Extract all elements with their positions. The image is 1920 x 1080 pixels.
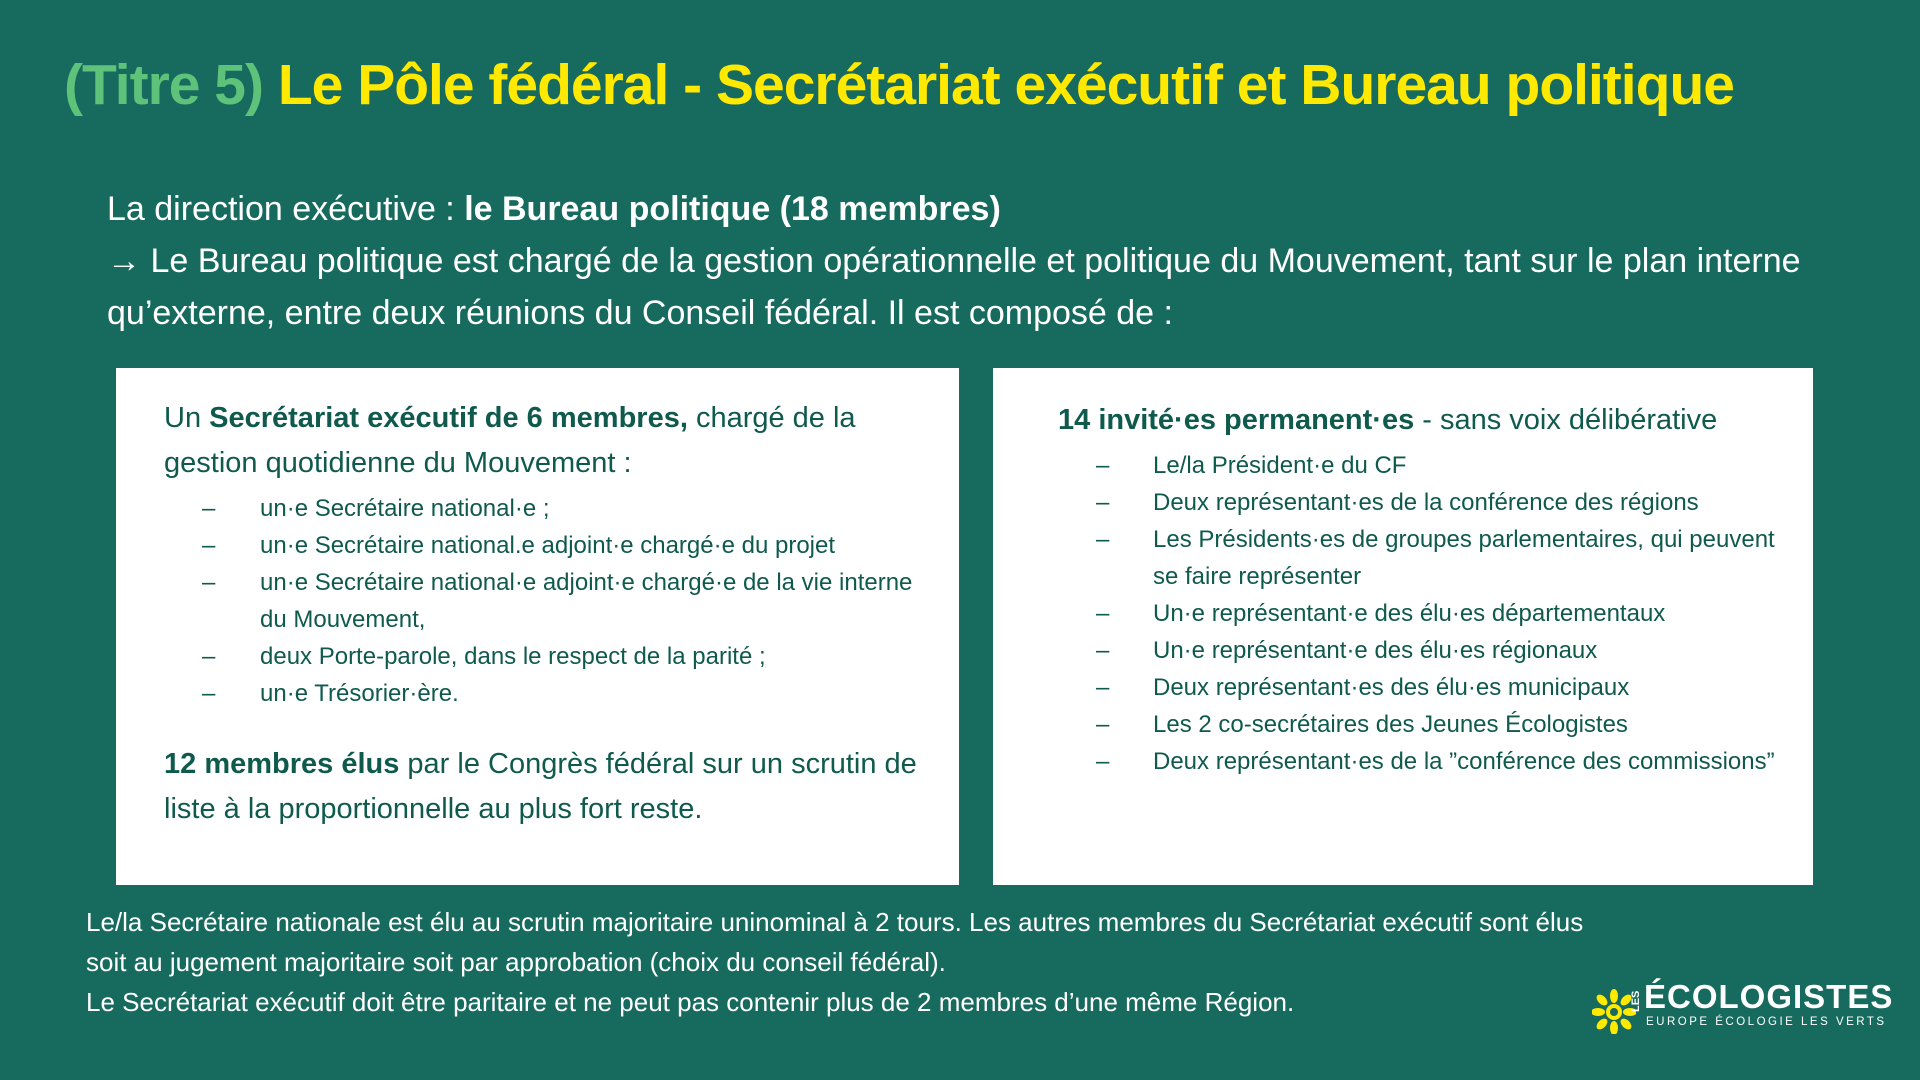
dash-bullet: – (202, 680, 216, 707)
logo-brand: ÉCOLOGISTES (1644, 978, 1894, 1015)
guest-item-text: Deux représentant·es des élu·es municipaux (1153, 674, 1630, 701)
intro-text (107, 183, 1827, 339)
dash-bullet: – (1096, 600, 1110, 627)
guests-list (1058, 447, 1783, 780)
guest-item (1058, 706, 1783, 743)
secretariat-member-item-text: deux Porte-parole, dans le respect de la parité ; (260, 643, 766, 670)
guests-lead-bold: 14 invité·es permanent·es (1058, 404, 1415, 436)
dash-bullet: – (1096, 637, 1110, 664)
guest-item-text: Deux représentant·es de la ”conférence des commissions” (1153, 748, 1775, 775)
dash-bullet: – (1096, 748, 1110, 775)
title-tag: (Titre 5) (64, 53, 263, 117)
secretariat-member-item (164, 564, 919, 638)
intro-prefix: La direction exécutive : (107, 190, 465, 228)
guest-item-text: Les 2 co-secrétaires des Jeunes Écologistes (1153, 711, 1628, 738)
logo-les: LES (1630, 990, 1642, 1012)
intro-line-2: → Le Bureau politique est chargé de la gestion opérationnelle et politique du Mouvement, tant sur le plan interne qu’externe, entre deux réunions du Conseil fédéral. Il est composé de : (107, 242, 1801, 332)
title-main: Le Pôle fédéral - Secrétariat exécutif et Bureau politique (277, 53, 1734, 117)
permanent-guests-card (993, 368, 1813, 885)
guest-item (1058, 447, 1783, 484)
intro-bold: le Bureau politique (18 membres) (464, 190, 1001, 228)
dash-bullet: – (1096, 452, 1110, 479)
dash-bullet: – (1096, 674, 1110, 701)
footer-line-2: Le Secrétariat exécutif doit être paritaire et ne peut pas contenir plus de 2 membres d’une même Région. (86, 987, 1295, 1017)
secretariat-member-item (164, 638, 919, 675)
guest-item (1058, 743, 1783, 780)
secretariat-member-item (164, 675, 919, 712)
secretariat-member-item (164, 490, 919, 527)
executive-secretariat-card (116, 368, 959, 885)
elected-members-bold: 12 membres élus (164, 748, 400, 780)
footer-line-1: Le/la Secrétaire nationale est élu au scrutin majoritaire uninominal à 2 tours. Les autres membres du Secrétariat exécutif sont élus soit au jugement majoritaire soit par approbation (choix du conseil fédéral). (86, 907, 1584, 977)
secretariat-lead-suffix: chargé de la gestion quotidienne du Mouvement : (164, 402, 856, 479)
guest-item (1058, 484, 1783, 521)
dash-bullet: – (1096, 711, 1110, 738)
secretariat-lead-prefix: Un (164, 402, 210, 434)
dash-bullet: – (202, 569, 216, 596)
guest-item-text: Le/la Président·e du CF (1153, 452, 1407, 479)
secretariat-member-list (164, 490, 919, 712)
guest-item-text: Les Présidents·es de groupes parlementaires, qui peuvent se faire représenter (1153, 526, 1775, 590)
dash-bullet: – (202, 643, 216, 670)
les-ecologistes-logo (1592, 978, 1894, 1038)
guests-lead (1058, 398, 1783, 443)
secretariat-member-item-text: un·e Secrétaire national·e adjoint·e chargé·e de la vie interne du Mouvement, (260, 569, 913, 633)
dash-bullet: – (1096, 489, 1110, 516)
secretariat-lead (164, 396, 919, 486)
guest-item-text: Un·e représentant·e des élu·es régionaux (1153, 637, 1598, 664)
secretariat-member-item-text: un·e Secrétaire national·e ; (260, 495, 550, 522)
logo-subtitle: EUROPE ÉCOLOGIE LES VERTS (1646, 1016, 1887, 1028)
guest-item-text: Un·e représentant·e des élu·es départementaux (1153, 600, 1666, 627)
guest-item (1058, 669, 1783, 706)
elected-members-text (164, 742, 919, 832)
footer-note (86, 902, 1586, 1022)
guests-lead-suffix: - sans voix délibérative (1414, 404, 1718, 436)
page-title (64, 52, 1864, 118)
secretariat-lead-bold: Secrétariat exécutif de 6 membres, (209, 402, 688, 434)
guest-item (1058, 595, 1783, 632)
secretariat-member-item-text: un·e Trésorier·ère. (260, 680, 459, 707)
secretariat-member-item-text: un·e Secrétaire national.e adjoint·e chargé·e du projet (260, 532, 836, 559)
dash-bullet: – (202, 495, 216, 522)
elected-members-suffix: par le Congrès fédéral sur un scrutin de liste à la proportionnelle au plus fort reste. (164, 748, 917, 825)
dash-bullet: – (202, 532, 216, 559)
guest-item-text: Deux représentant·es de la conférence des régions (1153, 489, 1699, 516)
intro-line-1 (107, 183, 1827, 235)
dash-bullet: – (1096, 526, 1110, 553)
secretariat-member-item (164, 527, 919, 564)
guest-item (1058, 521, 1783, 595)
guest-item (1058, 632, 1783, 669)
